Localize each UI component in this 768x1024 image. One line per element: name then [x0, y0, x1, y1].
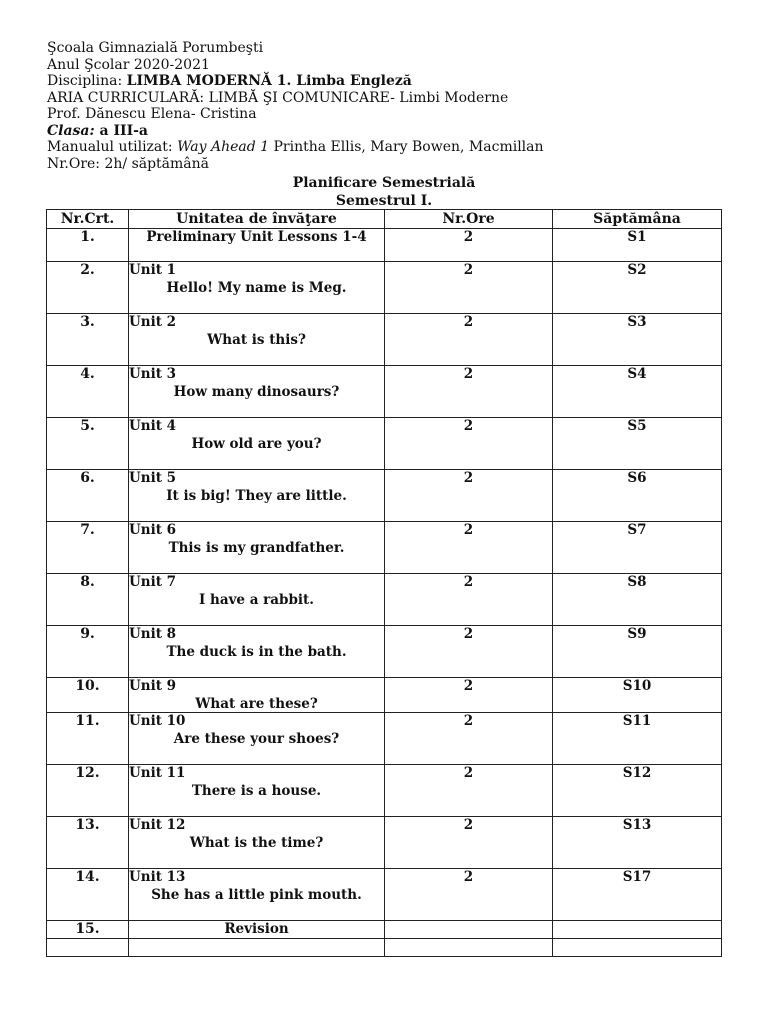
row-week: S3	[553, 314, 722, 366]
row-week: S1	[553, 229, 722, 262]
table-row	[47, 366, 722, 418]
unit-name: Unit 1	[129, 262, 177, 278]
discipline-label: Disciplina:	[47, 73, 127, 89]
unit-title: She has a little pink mouth.	[151, 887, 362, 903]
row-hours	[385, 921, 553, 939]
unit-name: Unit 3	[129, 366, 177, 382]
row-number: 13.	[47, 817, 129, 869]
row-hours: 2	[385, 366, 553, 418]
row-hours: 2	[385, 869, 553, 921]
unit-name: Unit 2	[129, 314, 177, 330]
unit-name: Unit 6	[129, 522, 177, 538]
unit-title: What is this?	[207, 332, 306, 348]
planning-table	[46, 209, 722, 957]
unit-name: Unit 10	[129, 713, 186, 729]
row-number: 12.	[47, 765, 129, 817]
table-row	[47, 470, 722, 522]
teacher-name: Prof. Dănescu Elena- Cristina	[47, 106, 257, 122]
row-week: S2	[553, 262, 722, 314]
row-number: 15.	[47, 921, 129, 939]
row-hours: 2	[385, 229, 553, 262]
empty-cell	[47, 939, 129, 957]
unit-title: Are these your shoes?	[173, 731, 340, 747]
table-row	[47, 314, 722, 366]
empty-cell	[385, 939, 553, 957]
unit-title: Hello! My name is Meg.	[166, 280, 347, 296]
page-title: Planificare Semestrială	[292, 175, 476, 191]
unit-name: Unit 4	[129, 418, 177, 434]
empty-cell	[553, 939, 722, 957]
table-row	[47, 229, 722, 262]
unit-title: How many dinosaurs?	[173, 384, 340, 400]
class-value: a III-a	[94, 122, 149, 139]
header-nr: Nr.Crt.	[47, 210, 129, 229]
header-unit: Unitatea de învăţare	[129, 210, 385, 229]
row-hours: 2	[385, 522, 553, 574]
unit-cell	[129, 574, 385, 626]
unit-title: How old are you?	[191, 436, 322, 452]
unit-title: I have a rabbit.	[199, 592, 314, 608]
row-week: S8	[553, 574, 722, 626]
manual-title: Way Ahead 1	[177, 139, 270, 155]
unit-cell	[129, 470, 385, 522]
row-week	[553, 921, 722, 939]
unit-cell	[129, 366, 385, 418]
table-header-row	[47, 210, 722, 229]
row-number: 7.	[47, 522, 129, 574]
table-row	[47, 262, 722, 314]
unit-cell	[129, 713, 385, 765]
unit-cell	[129, 765, 385, 817]
row-hours: 2	[385, 574, 553, 626]
curricular-area: ARIA CURRICULARĂ: LIMBĂ ŞI COMUNICARE- Limbi Moderne	[47, 89, 509, 106]
row-hours: 2	[385, 418, 553, 470]
row-hours: 2	[385, 817, 553, 869]
row-hours: 2	[385, 262, 553, 314]
row-hours: 2	[385, 314, 553, 366]
row-week: S17	[553, 869, 722, 921]
row-number: 2.	[47, 262, 129, 314]
row-hours: 2	[385, 765, 553, 817]
unit-title: Revision	[129, 921, 385, 939]
unit-title: What is the time?	[189, 835, 324, 851]
table-row	[47, 921, 722, 939]
table-row	[47, 765, 722, 817]
page-subtitle: Semestrul I.	[335, 193, 433, 209]
header-week: Săptămâna	[553, 210, 722, 229]
school-name: Şcoala Gimnazială Porumbeşti	[47, 40, 264, 56]
manual-authors: Printha Ellis, Mary Bowen, Macmillan	[269, 139, 544, 155]
row-week: S13	[553, 817, 722, 869]
row-hours: 2	[385, 678, 553, 713]
unit-cell	[129, 522, 385, 574]
row-hours: 2	[385, 470, 553, 522]
row-number: 5.	[47, 418, 129, 470]
row-number: 3.	[47, 314, 129, 366]
row-week: S12	[553, 765, 722, 817]
table-row	[47, 678, 722, 713]
row-hours: 2	[385, 713, 553, 765]
row-week: S6	[553, 470, 722, 522]
empty-cell	[129, 939, 385, 957]
class-label: Clasa:	[47, 122, 95, 139]
unit-title: What are these?	[195, 696, 318, 712]
table-row	[47, 574, 722, 626]
table-row-empty	[47, 939, 722, 957]
unit-title: The duck is in the bath.	[166, 644, 347, 660]
manual-label: Manualul utilizat:	[47, 139, 178, 155]
unit-name: Unit 13	[129, 869, 186, 885]
document-header	[47, 40, 544, 172]
unit-name: Unit 8	[129, 626, 177, 642]
row-week: S10	[553, 678, 722, 713]
unit-name: Unit 9	[129, 678, 177, 694]
row-number: 10.	[47, 678, 129, 713]
row-week: S11	[553, 713, 722, 765]
table-row	[47, 817, 722, 869]
unit-cell	[129, 869, 385, 921]
row-week: S5	[553, 418, 722, 470]
manual-line	[47, 139, 544, 156]
unit-cell	[129, 678, 385, 713]
unit-cell	[129, 817, 385, 869]
discipline-value: LIMBA MODERNĂ 1. Limba Engleză	[126, 73, 412, 89]
class-line	[47, 123, 544, 140]
unit-cell	[129, 418, 385, 470]
row-hours: 2	[385, 626, 553, 678]
row-number: 4.	[47, 366, 129, 418]
unit-name: Unit 7	[129, 574, 177, 590]
unit-title: Preliminary Unit Lessons 1-4	[129, 229, 385, 262]
header-hours: Nr.Ore	[385, 210, 553, 229]
school-year: Anul Şcolar 2020-2021	[47, 56, 210, 73]
row-week: S9	[553, 626, 722, 678]
row-week: S4	[553, 366, 722, 418]
row-week: S7	[553, 522, 722, 574]
unit-title: This is my grandfather.	[168, 540, 345, 556]
unit-title: It is big! They are little.	[166, 488, 347, 504]
table-row	[47, 713, 722, 765]
row-number: 14.	[47, 869, 129, 921]
table-row	[47, 869, 722, 921]
unit-cell	[129, 314, 385, 366]
unit-title: There is a house.	[191, 783, 322, 799]
table-row	[47, 522, 722, 574]
unit-cell	[129, 262, 385, 314]
row-number: 1.	[47, 229, 129, 262]
unit-name: Unit 11	[129, 765, 186, 781]
table-row	[47, 626, 722, 678]
hours-per-week: Nr.Ore: 2h/ săptămână	[47, 155, 210, 172]
unit-name: Unit 12	[129, 817, 186, 833]
unit-cell	[129, 626, 385, 678]
row-number: 6.	[47, 470, 129, 522]
row-number: 8.	[47, 574, 129, 626]
table-row	[47, 418, 722, 470]
unit-name: Unit 5	[129, 470, 177, 486]
discipline-line	[47, 73, 544, 90]
row-number: 9.	[47, 626, 129, 678]
row-number: 11.	[47, 713, 129, 765]
